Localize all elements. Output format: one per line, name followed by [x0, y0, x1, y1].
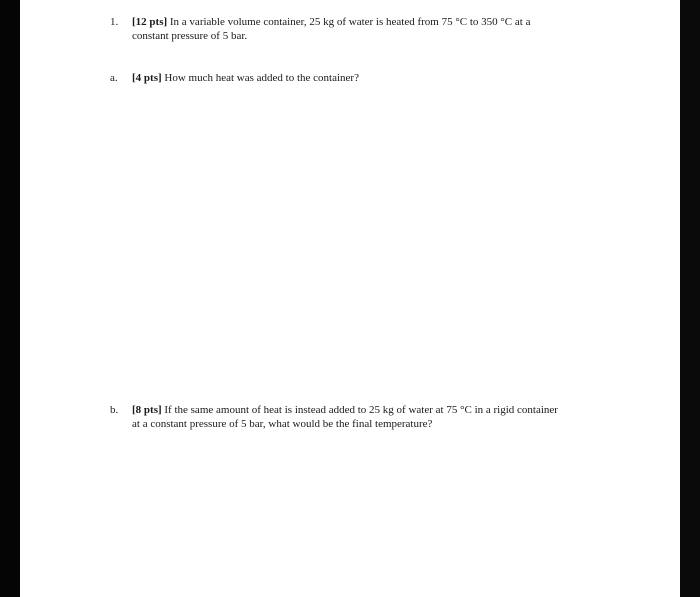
- points-label: [12 pts]: [132, 16, 168, 28]
- question-text: How much heat was added to the container?: [164, 72, 359, 84]
- question-text-continued: constant pressure of 5 bar.: [132, 30, 248, 42]
- points-label: [4 pts]: [132, 72, 162, 84]
- question-body: [132, 403, 558, 431]
- question-body: [132, 71, 359, 85]
- question-line: [132, 403, 558, 417]
- question-1: [110, 15, 630, 45]
- question-line: [132, 15, 530, 29]
- question-1b: [110, 403, 670, 433]
- question-text: If the same amount of heat is instead added to 25 kg of water at 75 °C in a rigid container: [164, 404, 558, 416]
- question-number: b.: [110, 404, 119, 416]
- question-number: 1.: [110, 16, 119, 28]
- left-background-edge: [0, 0, 20, 597]
- question-text: In a variable volume container, 25 kg of water is heated from 75 °C to 350 °C at a: [169, 16, 531, 28]
- question-body: [132, 15, 530, 43]
- question-text-continued: at a constant pressure of 5 bar, what would be the final temperature?: [132, 418, 433, 430]
- question-number: a.: [110, 72, 118, 84]
- document-page: [20, 0, 680, 597]
- question-1a: [110, 71, 630, 87]
- right-background-edge: [680, 0, 700, 597]
- points-label: [8 pts]: [132, 404, 162, 416]
